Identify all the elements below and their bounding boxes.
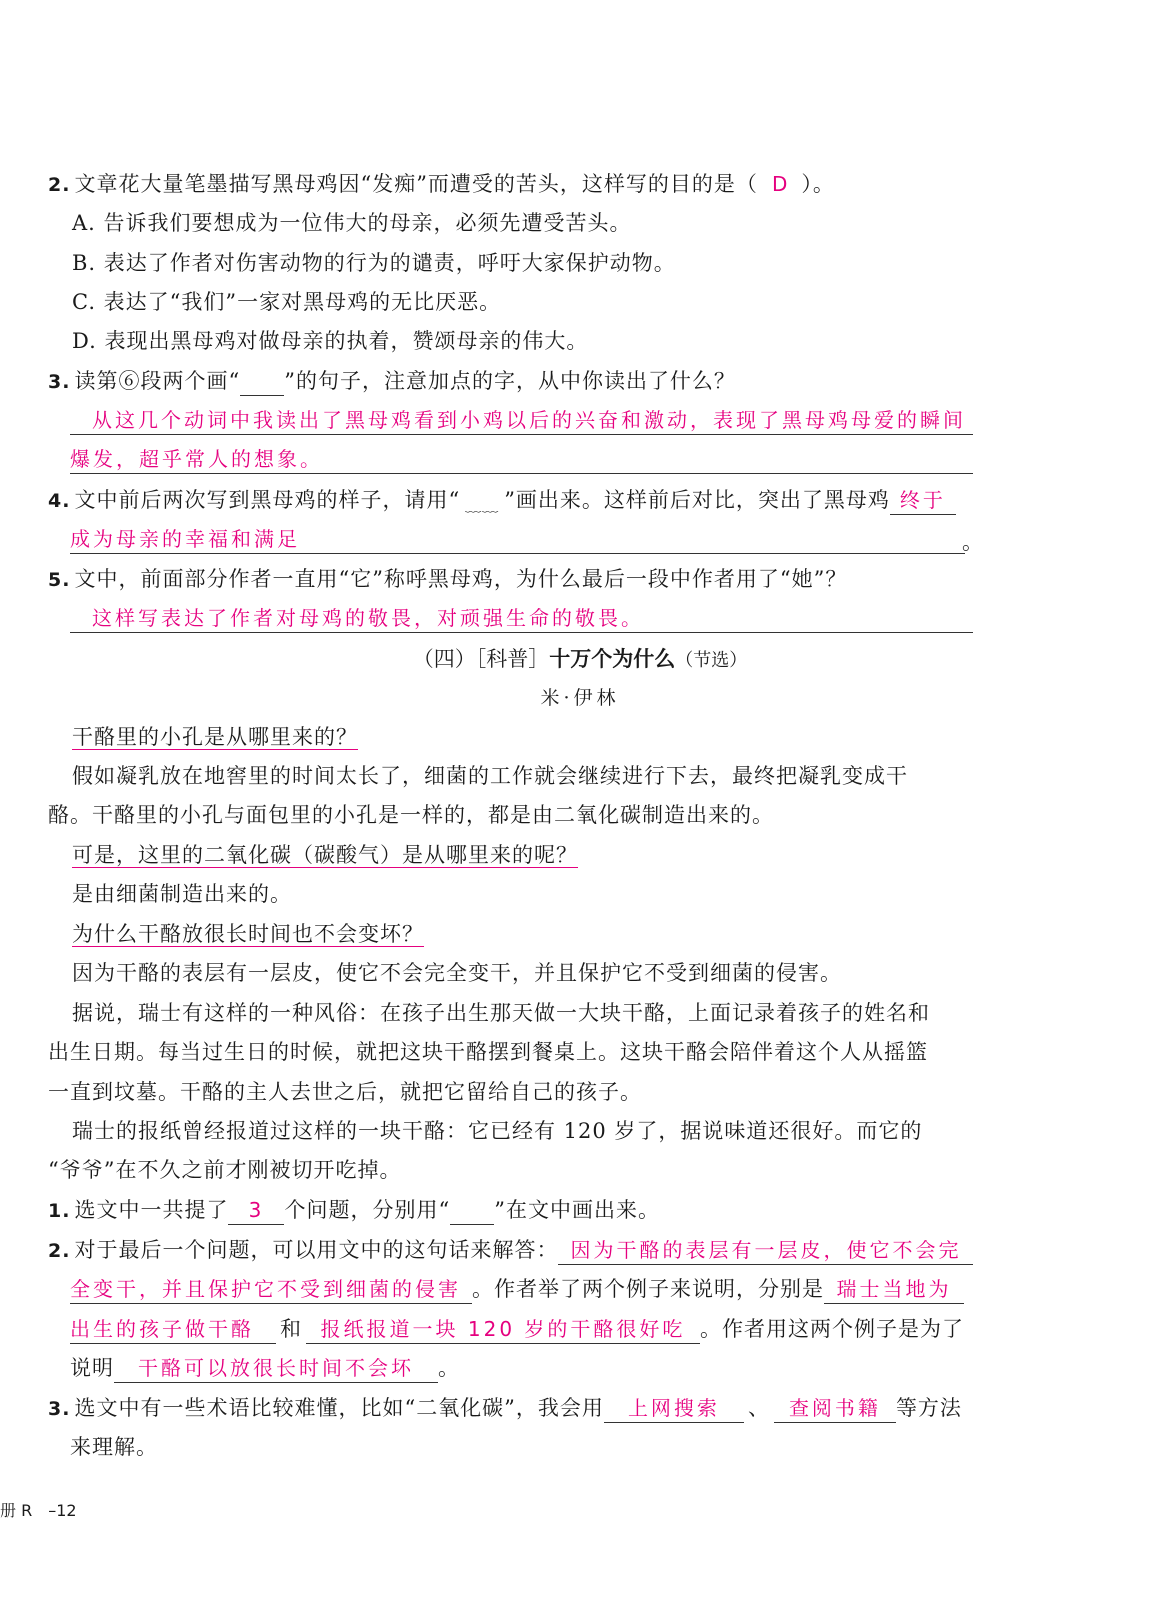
- q2a-stem: 2. 文章花大量笔墨描写黑母鸡因“发痴”而遭受的苦头，这样写的目的是（ D ）。: [48, 172, 835, 196]
- author: 米·伊林: [540, 687, 620, 709]
- underline-mark: [240, 367, 284, 396]
- passage-line: 因为干酪的表层有一层皮，使它不会完全变干，并且保护它不受到细菌的侵害。: [72, 961, 842, 985]
- passage-line: 假如凝乳放在地窖里的时间太长了，细菌的工作就会继续进行下去，最终把凝乳变成干: [72, 764, 908, 788]
- q5a-answer[interactable]: 这样写表达了作者对母鸡的敬畏，对顽强生命的敬畏。: [70, 604, 973, 633]
- q3b-answer-1[interactable]: 上网搜索: [604, 1394, 744, 1423]
- passage-line: 一直到坟墓。干酪的主人去世之后，就把它留给自己的孩子。: [48, 1080, 642, 1104]
- page-footer: 册 R –12: [0, 1501, 77, 1520]
- passage-line: “爷爷”在不久之前才刚被切开吃掉。: [48, 1158, 402, 1182]
- passage-question-2: 可是，这里的二氧化碳（碳酸气）是从哪里来的呢？: [72, 843, 578, 867]
- q5a-stem: 5. 文中，前面部分作者一直用“它”称呼黑母鸡，为什么最后一段中作者用了“她”？: [48, 567, 848, 591]
- q1b-answer[interactable]: 3: [228, 1196, 284, 1225]
- q2b-line-2: 全变干，并且保护它不受到细菌的侵害 。作者举了两个例子来说明，分别是 瑞士当地为: [70, 1275, 1090, 1304]
- q2b-answer-1b[interactable]: 全变干，并且保护它不受到细菌的侵害: [70, 1275, 472, 1304]
- q4a-end: 。: [962, 530, 984, 554]
- q3b-stem: 3. 选文中有一些术语比较难懂，比如“二氧化碳”，我会用 上网搜索 、 查阅书籍 等方法: [48, 1394, 1068, 1423]
- wavy-line-mark: ﹏﹏: [465, 496, 500, 515]
- q3a-answer-line-2[interactable]: 爆发，超乎常人的想象。: [70, 445, 973, 474]
- q2a-option-d: D. 表现出黑母鸡对做母亲的执着，赞颂母亲的伟大。: [72, 329, 589, 353]
- q2b-answer-4[interactable]: 干酪可以放很长时间不会坏: [114, 1354, 438, 1383]
- passage-line: 酪。干酪里的小孔与面包里的小孔是一样的，都是由二氧化碳制造出来的。: [48, 803, 774, 827]
- q3b-answer-2[interactable]: 查阅书籍: [774, 1394, 896, 1423]
- q2b-answer-2a[interactable]: 瑞士当地为: [824, 1275, 964, 1304]
- passage-line: 瑞士的报纸曾经报道过这样的一块干酪：它已经有 120 岁了，据说味道还很好。而它的: [72, 1119, 923, 1143]
- passage-question-1: 干酪里的小孔是从哪里来的？: [72, 725, 358, 749]
- passage-line: 据说，瑞士有这样的一种风俗：在孩子出生那天做一大块干酪，上面记录着孩子的姓名和: [72, 1001, 930, 1025]
- q4a-answer-part2[interactable]: 成为母亲的幸福和满足: [70, 525, 965, 554]
- passage-question-3: 为什么干酪放很长时间也不会变坏？: [72, 922, 424, 946]
- q3a-stem: 3. 读第⑥段两个画“ ”的句子，注意加点的字，从中你读出了什么？: [48, 367, 1068, 396]
- q2a-option-c: C. 表达了“我们”一家对黑母鸡的无比厌恶。: [72, 290, 502, 314]
- q2a-option-a: A. 告诉我们要想成为一位伟大的母亲，必须先遭受苦头。: [72, 211, 632, 235]
- q2b-stem: 2. 对于最后一个问题，可以用文中的这句话来解答： 因为干酪的表层有一层皮，使它不会完: [48, 1236, 1068, 1265]
- section-title: （四）［科普］十万个为什么（节选）: [412, 647, 748, 671]
- q2b-answer-1a[interactable]: 因为干酪的表层有一层皮，使它不会完: [558, 1236, 973, 1265]
- q2b-line-3: 出生的孩子做干酪 和 报纸报道一块 120 岁的干酪很好吃 。作者用这两个例子是为了: [70, 1315, 1090, 1344]
- q2a-answer[interactable]: D: [771, 172, 788, 196]
- q4a-answer-part1[interactable]: 终于: [890, 486, 956, 515]
- q2a-number: 2.: [48, 174, 71, 196]
- q1b-stem: 1. 选文中一共提了 3 个问题，分别用“ ”在文中画出来。: [48, 1196, 1068, 1225]
- q2b-answer-2b[interactable]: 出生的孩子做干酪: [70, 1315, 276, 1344]
- passage-line: 是由细菌制造出来的。: [72, 882, 292, 906]
- q2b-line-4: 说明 干酪可以放很长时间不会坏 。: [70, 1354, 1090, 1383]
- section-title-main: 十万个为什么: [549, 647, 676, 671]
- passage-line: 出生日期。每当过生日的时候，就把这块干酪摆到餐桌上。这块干酪会陪伴着这个人从摇篮: [48, 1040, 928, 1064]
- q2b-answer-3[interactable]: 报纸报道一块 120 岁的干酪很好吃: [306, 1315, 700, 1344]
- q2a-option-b: B. 表达了作者对伤害动物的行为的谴责，呼吁大家保护动物。: [72, 251, 676, 275]
- q4a-stem: 4. 文中前后两次写到黑母鸡的样子，请用“ ﹏﹏ ”画出来。这样前后对比，突出了黑母鸡 终于: [48, 486, 1068, 520]
- underline-mark: [450, 1196, 494, 1225]
- q3a-answer-line-1[interactable]: 从这几个动词中我读出了黑母鸡看到小鸡以后的兴奋和激动，表现了黑母鸡母爱的瞬间: [70, 406, 973, 435]
- q3b-line-2: 来理解。: [70, 1435, 158, 1459]
